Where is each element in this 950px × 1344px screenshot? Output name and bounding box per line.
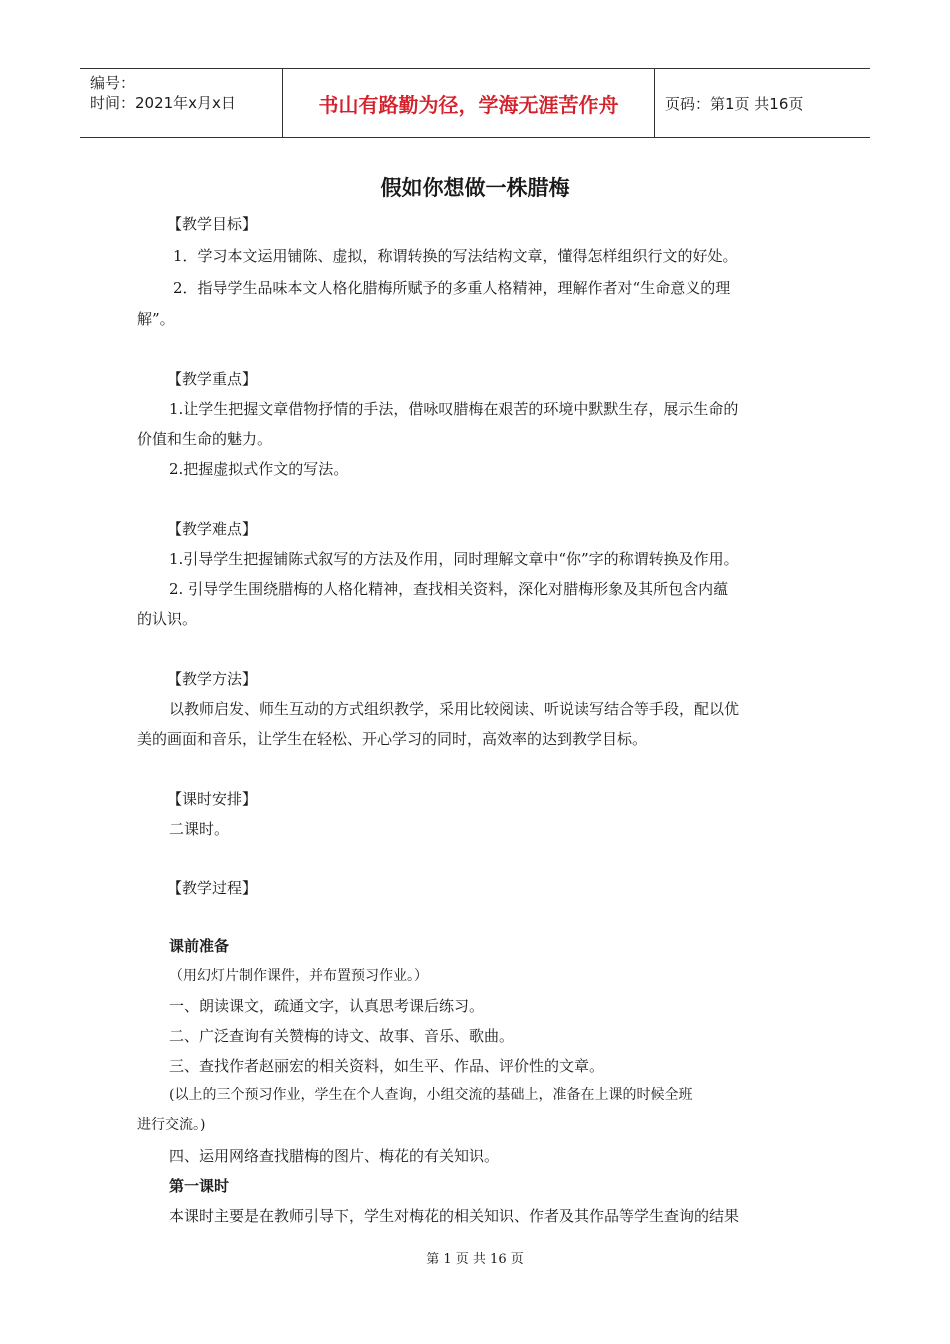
paragraph-line: 1．学习本文运用铺陈、虚拟，称谓转换的写法结构文章，懂得怎样组织行文的好处。 — [173, 247, 738, 265]
paragraph-line: 2．指导学生品味本文人格化腊梅所赋予的多重人格精神，理解作者对“生命意义的理 — [173, 279, 731, 297]
header-meta — [80, 69, 282, 137]
paragraph-line: 1.引导学生把握铺陈式叙写的方法及作用，同时理解文章中“你”字的称谓转换及作用。 — [169, 550, 739, 568]
paragraph-line: 四、运用网络查找腊梅的图片、梅花的有关知识。 — [169, 1147, 500, 1165]
paragraph-line: 进行交流。) — [137, 1117, 206, 1133]
paragraph-line: (以上的三个预习作业，学生在个人查询，小组交流的基础上，准备在上课的时候全班 — [169, 1087, 693, 1103]
paragraph-line: （用幻灯片制作课件，并布置预习作业。） — [169, 968, 428, 984]
number-label: 编号： — [90, 74, 136, 92]
header-motto: 书山有路勤为径，学海无涯苦作舟 — [282, 69, 655, 137]
paragraph-line: 二、广泛查询有关赞梅的诗文、故事、音乐、歌曲。 — [169, 1027, 515, 1045]
section-heading-schedule: 【课时安排】 — [167, 790, 258, 808]
page-footer: 第 1 页 共 16 页 — [426, 1252, 524, 1267]
page-title: 假如你想做一株腊梅 — [380, 176, 570, 200]
section-heading-difficulties: 【教学难点】 — [167, 520, 258, 538]
paragraph-line: 一、朗读课文，疏通文字，认真思考课后练习。 — [169, 997, 485, 1015]
paragraph-line: 以教师启发、师生互动的方式组织教学，采用比较阅读、听说读写结合等手段，配以优 — [169, 700, 740, 718]
paragraph-line: 美的画面和音乐，让学生在轻松、开心学习的同时，高效率的达到教学目标。 — [137, 730, 648, 748]
paragraph-line: 的认识。 — [137, 610, 198, 628]
paragraph-line: 解”。 — [137, 310, 175, 328]
section-heading-key-points: 【教学重点】 — [167, 370, 258, 388]
paragraph-line: 价值和生命的魅力。 — [137, 430, 273, 448]
paragraph-line: 2. 引导学生围绕腊梅的人格化精神，查找相关资料，深化对腊梅形象及其所包含内蕴 — [169, 580, 729, 598]
subheading-preparation: 课前准备 — [169, 937, 230, 955]
paragraph-line: 二课时。 — [169, 820, 230, 838]
paragraph-line: 1.让学生把握文章借物抒情的手法，借咏叹腊梅在艰苦的环境中默默生存，展示生命的 — [169, 400, 739, 418]
paragraph-line: 本课时主要是在教师引导下，学生对梅花的相关知识、作者及其作品等学生查询的结果 — [169, 1207, 740, 1225]
section-heading-methods: 【教学方法】 — [167, 670, 258, 688]
section-heading-objectives: 【教学目标】 — [167, 215, 258, 233]
paragraph-line: 三、查找作者赵丽宏的相关资料，如生平、作品、评价性的文章。 — [169, 1057, 605, 1075]
paragraph-line: 2.把握虚拟式作文的写法。 — [169, 460, 349, 478]
section-heading-process: 【教学过程】 — [167, 879, 258, 897]
header-page-label: 页码：第1页 共16页 — [665, 94, 804, 113]
date-label: 时间：2021年x月x日 — [90, 94, 236, 112]
document-header — [80, 68, 870, 138]
subheading-first-lesson: 第一课时 — [169, 1177, 230, 1195]
